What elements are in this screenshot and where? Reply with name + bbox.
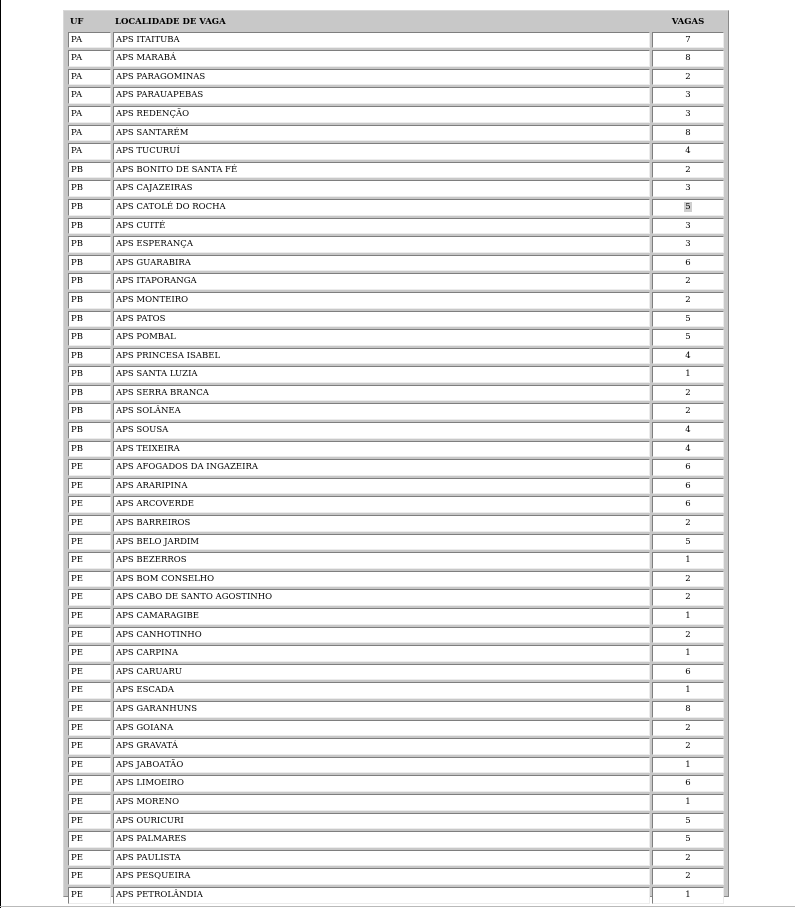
cell-vagas: 5: [652, 813, 724, 830]
cell-vagas: 2: [652, 571, 724, 588]
cell-vagas: 1: [652, 887, 724, 904]
table-row: [68, 311, 724, 328]
table-row: [68, 199, 724, 216]
cell-uf: PE: [68, 701, 111, 718]
cell-localidade: APS SERRA BRANCA: [113, 385, 650, 402]
header-localidade: LOCALIDADE DE VAGA: [113, 15, 650, 30]
cell-uf: PE: [68, 664, 111, 681]
cell-localidade: APS CAMARAGIBE: [113, 608, 650, 625]
cell-vagas: 5: [652, 329, 724, 346]
cell-vagas: 4: [652, 348, 724, 365]
table-header-row: [68, 15, 724, 30]
table-row: [68, 32, 724, 49]
bottom-divider: [0, 906, 795, 907]
cell-localidade: APS GRAVATÁ: [113, 738, 650, 755]
cell-localidade: APS JABOATÃO: [113, 757, 650, 774]
cell-uf: PE: [68, 571, 111, 588]
cell-localidade: APS REDENÇÃO: [113, 106, 650, 123]
cell-localidade: APS PESQUEIRA: [113, 868, 650, 885]
table-row: [68, 682, 724, 699]
cell-vagas: 2: [652, 720, 724, 737]
cell-uf: PB: [68, 348, 111, 365]
cell-uf: PB: [68, 218, 111, 235]
cell-localidade: APS ARCOVERDE: [113, 496, 650, 513]
cell-uf: PE: [68, 775, 111, 792]
header-uf: UF: [68, 15, 111, 30]
cell-localidade: APS ITAITUBA: [113, 32, 650, 49]
cell-localidade: APS CARPINA: [113, 645, 650, 662]
table-row: [68, 496, 724, 513]
table-row: [68, 645, 724, 662]
cell-vagas: 5: [652, 311, 724, 328]
cell-uf: PE: [68, 831, 111, 848]
cell-uf: PB: [68, 422, 111, 439]
cell-localidade: APS AFOGADOS DA INGAZEIRA: [113, 459, 650, 476]
cell-vagas: 3: [652, 87, 724, 104]
cell-localidade: APS BELO JARDIM: [113, 534, 650, 551]
cell-localidade: APS CATOLÉ DO ROCHA: [113, 199, 650, 216]
table-row: [68, 106, 724, 123]
table-row: [68, 69, 724, 86]
cell-localidade: APS OURICURI: [113, 813, 650, 830]
table-row: [68, 87, 724, 104]
cell-localidade: APS ARARIPINA: [113, 478, 650, 495]
cell-localidade: APS CANHOTINHO: [113, 627, 650, 644]
table-row: [68, 459, 724, 476]
table-row: [68, 441, 724, 458]
cell-uf: PE: [68, 534, 111, 551]
cell-uf: PA: [68, 87, 111, 104]
cell-vagas: 1: [652, 608, 724, 625]
cell-uf: PB: [68, 403, 111, 420]
cell-localidade: APS POMBAL: [113, 329, 650, 346]
selected-value-highlight[interactable]: 5: [685, 201, 691, 212]
table-row: [68, 422, 724, 439]
table-row: [68, 162, 724, 179]
cell-uf: PB: [68, 236, 111, 253]
table-row: [68, 125, 724, 142]
cell-vagas: 2: [652, 850, 724, 867]
cell-vagas: 2: [652, 868, 724, 885]
table-row: [68, 50, 724, 67]
cell-vagas: 2: [652, 69, 724, 86]
cell-uf: PE: [68, 478, 111, 495]
cell-uf: PE: [68, 459, 111, 476]
cell-vagas: 2: [652, 162, 724, 179]
cell-uf: PB: [68, 385, 111, 402]
cell-uf: PE: [68, 794, 111, 811]
cell-vagas: 6: [652, 459, 724, 476]
cell-localidade: APS PETROLÂNDIA: [113, 887, 650, 904]
cell-localidade: APS SANTARÉM: [113, 125, 650, 142]
cell-uf: PB: [68, 441, 111, 458]
table-row: [68, 701, 724, 718]
cell-localidade: APS CARUARU: [113, 664, 650, 681]
cell-localidade: APS ITAPORANGA: [113, 273, 650, 290]
cell-uf: PE: [68, 868, 111, 885]
cell-localidade: APS GUARABIRA: [113, 255, 650, 272]
cell-uf: PA: [68, 50, 111, 67]
cell-vagas: 2: [652, 403, 724, 420]
cell-localidade: APS TUCURUÍ: [113, 143, 650, 160]
table-body: [68, 32, 724, 904]
cell-uf: PE: [68, 850, 111, 867]
cell-localidade: APS BEZERROS: [113, 552, 650, 569]
cell-localidade: APS GOIANA: [113, 720, 650, 737]
cell-localidade: APS CAJAZEIRAS: [113, 180, 650, 197]
cell-uf: PE: [68, 757, 111, 774]
cell-localidade: APS PATOS: [113, 311, 650, 328]
cell-localidade: APS BOM CONSELHO: [113, 571, 650, 588]
cell-vagas: 8: [652, 50, 724, 67]
table-row: [68, 608, 724, 625]
cell-vagas: 2: [652, 385, 724, 402]
cell-localidade: APS CABO DE SANTO AGOSTINHO: [113, 589, 650, 606]
cell-vagas: 1: [652, 366, 724, 383]
cell-uf: PE: [68, 682, 111, 699]
cell-vagas: 7: [652, 32, 724, 49]
table-row: [68, 534, 724, 551]
table-row: [68, 348, 724, 365]
cell-vagas: [652, 199, 724, 216]
cell-vagas: 5: [652, 831, 724, 848]
cell-vagas: 3: [652, 236, 724, 253]
table-row: [68, 571, 724, 588]
cell-uf: PE: [68, 645, 111, 662]
cell-uf: PB: [68, 273, 111, 290]
table-row: [68, 775, 724, 792]
cell-vagas: 2: [652, 589, 724, 606]
cell-localidade: APS ESCADA: [113, 682, 650, 699]
page-left-border: [0, 0, 1, 908]
table-row: [68, 180, 724, 197]
table-row: [68, 887, 724, 904]
cell-vagas: 3: [652, 218, 724, 235]
cell-localidade: APS PARAGOMINAS: [113, 69, 650, 86]
cell-vagas: 4: [652, 143, 724, 160]
cell-uf: PB: [68, 311, 111, 328]
table-row: [68, 627, 724, 644]
cell-vagas: 2: [652, 273, 724, 290]
cell-uf: PE: [68, 496, 111, 513]
cell-uf: PB: [68, 329, 111, 346]
table-row: [68, 589, 724, 606]
cell-uf: PA: [68, 106, 111, 123]
cell-uf: PB: [68, 366, 111, 383]
cell-vagas: 8: [652, 125, 724, 142]
cell-vagas: 1: [652, 757, 724, 774]
cell-localidade: APS MORENO: [113, 794, 650, 811]
cell-vagas: 6: [652, 478, 724, 495]
table-row: [68, 273, 724, 290]
cell-localidade: APS SOUSA: [113, 422, 650, 439]
table-row: [68, 292, 724, 309]
cell-vagas: 5: [652, 534, 724, 551]
table-row: [68, 255, 724, 272]
cell-localidade: APS LIMOEIRO: [113, 775, 650, 792]
cell-uf: PA: [68, 69, 111, 86]
table-row: [68, 794, 724, 811]
table-row: [68, 720, 724, 737]
cell-uf: PB: [68, 255, 111, 272]
cell-uf: PB: [68, 199, 111, 216]
table-row: [68, 552, 724, 569]
cell-vagas: 1: [652, 552, 724, 569]
cell-uf: PB: [68, 292, 111, 309]
cell-vagas: 6: [652, 664, 724, 681]
vagas-table: [66, 13, 726, 906]
table-row: [68, 403, 724, 420]
cell-uf: PB: [68, 180, 111, 197]
cell-localidade: APS PALMARES: [113, 831, 650, 848]
cell-vagas: 8: [652, 701, 724, 718]
cell-uf: PA: [68, 32, 111, 49]
cell-vagas: 2: [652, 627, 724, 644]
cell-vagas: 3: [652, 180, 724, 197]
header-vagas: VAGAS: [652, 15, 724, 30]
table-row: [68, 757, 724, 774]
table-row: [68, 236, 724, 253]
cell-localidade: APS BONITO DE SANTA FÉ: [113, 162, 650, 179]
cell-vagas: 6: [652, 496, 724, 513]
cell-uf: PE: [68, 552, 111, 569]
table-row: [68, 831, 724, 848]
cell-vagas: 4: [652, 441, 724, 458]
cell-vagas: 1: [652, 794, 724, 811]
cell-vagas: 3: [652, 106, 724, 123]
cell-uf: PE: [68, 738, 111, 755]
cell-localidade: APS BARREIROS: [113, 515, 650, 532]
cell-uf: PE: [68, 813, 111, 830]
cell-uf: PA: [68, 125, 111, 142]
table-row: [68, 218, 724, 235]
cell-localidade: APS MARABÁ: [113, 50, 650, 67]
cell-localidade: APS PAULISTA: [113, 850, 650, 867]
cell-localidade: APS TEIXEIRA: [113, 441, 650, 458]
cell-localidade: APS CUITÉ: [113, 218, 650, 235]
cell-vagas: 2: [652, 738, 724, 755]
cell-uf: PE: [68, 887, 111, 904]
table-row: [68, 664, 724, 681]
cell-uf: PE: [68, 515, 111, 532]
cell-uf: PE: [68, 608, 111, 625]
cell-uf: PB: [68, 162, 111, 179]
table-row: [68, 738, 724, 755]
cell-uf: PE: [68, 720, 111, 737]
cell-localidade: APS ESPERANÇA: [113, 236, 650, 253]
cell-vagas: 2: [652, 515, 724, 532]
table-row: [68, 515, 724, 532]
table-row: [68, 478, 724, 495]
vagas-table-container: [63, 10, 729, 900]
table-row: [68, 366, 724, 383]
cell-vagas: 6: [652, 775, 724, 792]
table-row: [68, 385, 724, 402]
cell-localidade: APS GARANHUNS: [113, 701, 650, 718]
cell-localidade: APS PARAUAPEBAS: [113, 87, 650, 104]
cell-localidade: APS MONTEIRO: [113, 292, 650, 309]
cell-uf: PA: [68, 143, 111, 160]
cell-vagas: 1: [652, 682, 724, 699]
table-row: [68, 329, 724, 346]
table-row: [68, 868, 724, 885]
cell-localidade: APS PRINCESA ISABEL: [113, 348, 650, 365]
table-row: [68, 143, 724, 160]
cell-vagas: 6: [652, 255, 724, 272]
table-row: [68, 813, 724, 830]
cell-uf: PE: [68, 627, 111, 644]
cell-uf: PE: [68, 589, 111, 606]
cell-localidade: APS SOLÂNEA: [113, 403, 650, 420]
cell-localidade: APS SANTA LUZIA: [113, 366, 650, 383]
cell-vagas: 4: [652, 422, 724, 439]
table-row: [68, 850, 724, 867]
cell-vagas: 1: [652, 645, 724, 662]
cell-vagas: 2: [652, 292, 724, 309]
